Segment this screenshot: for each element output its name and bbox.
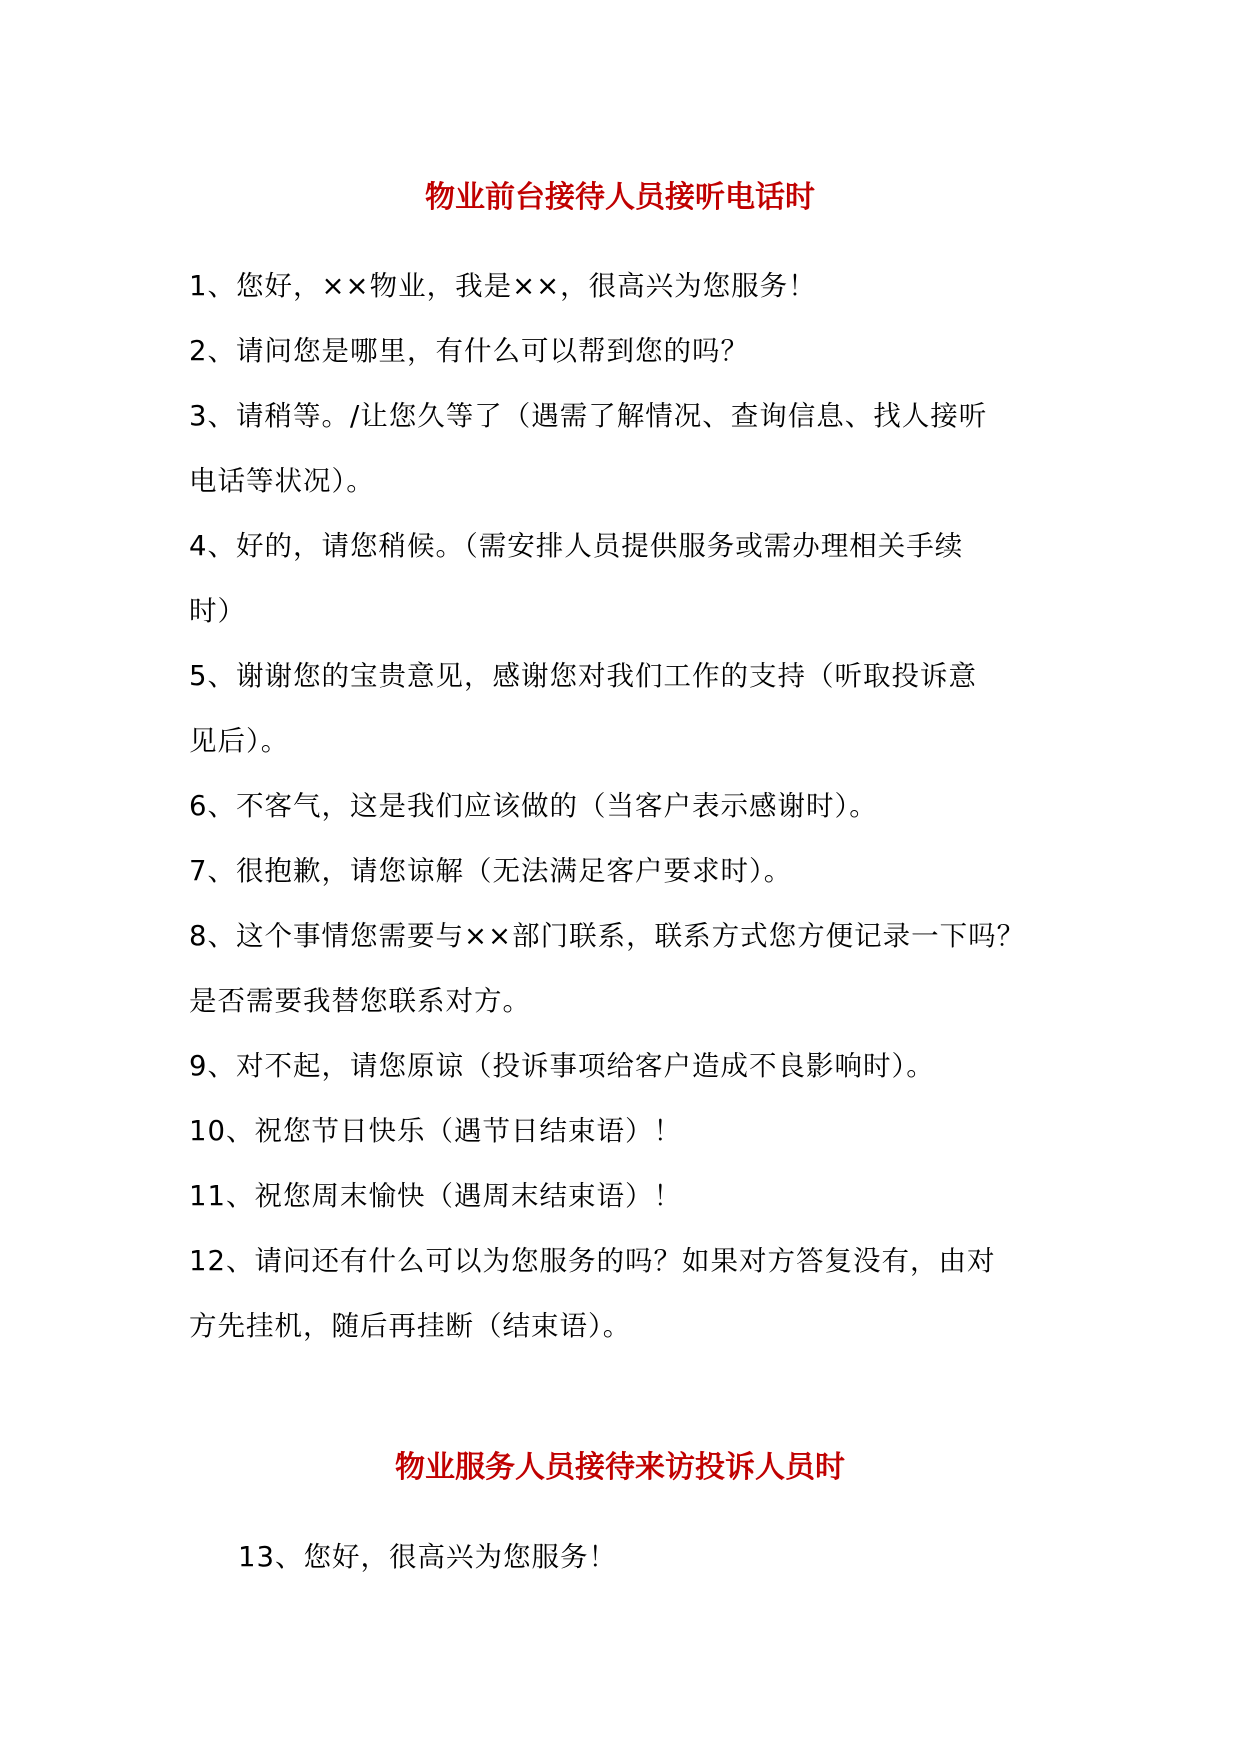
list-item-text-continued: 时） — [189, 595, 246, 627]
list-item-text-continued: 电话等状况）。 — [189, 465, 375, 497]
list-item-text: 4、好的，请您稍候。（需安排人员提供服务或需办理相关手续 — [189, 530, 964, 562]
list-item-text: 1、您好，××物业，我是××，很高兴为您服务！ — [189, 270, 817, 302]
list-item-text: 5、谢谢您的宝贵意见，感谢您对我们工作的支持（听取投诉意 — [189, 660, 977, 692]
section-title-phone-reception: 物业前台接待人员接听电话时 — [425, 180, 815, 215]
list-item-text: 10、祝您节日快乐（遇节日结束语）！ — [189, 1115, 682, 1147]
list-item-text: 2、请问您是哪里，有什么可以帮到您的吗？ — [189, 335, 749, 367]
list-item-5 — [189, 644, 1069, 774]
list-item-text-continued: 是否需要我替您联系对方。 — [189, 985, 531, 1017]
list-item-text-continued: 见后）。 — [189, 725, 290, 757]
list-item-6 — [189, 774, 1069, 839]
list-item-3 — [189, 384, 1069, 514]
list-item-text: 8、这个事情您需要与××部门联系，联系方式您方便记录一下吗？ — [189, 920, 1026, 952]
list-item-text-continued: 方先挂机，随后再挂断（结束语）。 — [189, 1310, 632, 1342]
section-title-visitor-complaints: 物业服务人员接待来访投诉人员时 — [395, 1450, 845, 1485]
list-item-10 — [189, 1099, 1069, 1164]
list-item-9 — [189, 1034, 1069, 1099]
list-item-text: 6、不客气，这是我们应该做的（当客户表示感谢时）。 — [189, 790, 878, 822]
list-item-text: 12、请问还有什么可以为您服务的吗？如果对方答复没有，由对 — [189, 1245, 996, 1277]
list-item-text: 9、对不起，请您原谅（投诉事项给客户造成不良影响时）。 — [189, 1050, 935, 1082]
list-item-1 — [189, 254, 1069, 319]
list-item-text: 13、您好，很高兴为您服务！ — [238, 1541, 617, 1573]
list-item-text: 7、很抱歉，请您谅解（无法满足客户要求时）。 — [189, 855, 793, 887]
list-item-2 — [189, 319, 1069, 384]
list-item-11 — [189, 1164, 1069, 1229]
list-item-8 — [189, 904, 1069, 1034]
list-item-4 — [189, 514, 1069, 644]
list-item-text: 3、请稍等。/让您久等了（遇需了解情况、查询信息、找人接听 — [189, 400, 988, 432]
list-item-7 — [189, 839, 1069, 904]
list-item-12 — [189, 1229, 1069, 1359]
list-item-13 — [238, 1525, 1118, 1590]
list-item-text: 11、祝您周末愉快（遇周末结束语）！ — [189, 1180, 682, 1212]
